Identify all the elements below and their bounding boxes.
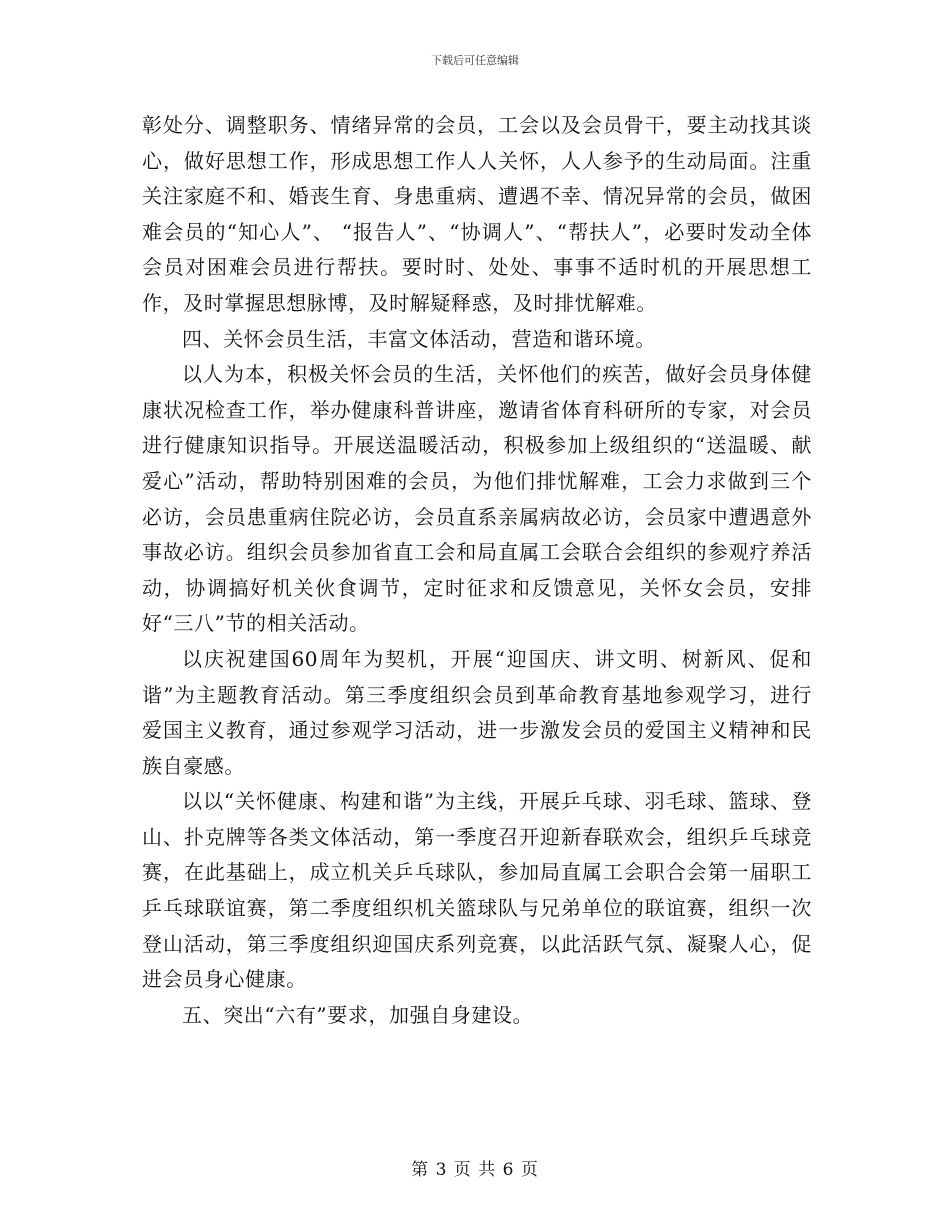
page-header: 下载后可任意编辑: [431, 54, 519, 67]
section-heading: 四、关怀会员生活，丰富文体活动，营造和谐环境。: [182, 326, 656, 351]
paragraph: 以以“关怀健康、构建和谐”为主线，开展乒乓球、羽毛球、篮球、登山、扑克牌等各类文体活动，第一季度召开迎新春联欢会，组织乒乓球竞赛，在此基础上，成立机关乒乓球队，参加局直属工会职合会第一届职工乒乓球联谊赛，第二季度组织机关篮球队与兄弟单位的联谊赛，组织一次登山活动，第三季度组织迎国庆系列竞赛，以此活跃气氛、凝聚人心，促进会员身心健康。: [142, 789, 812, 992]
document-body: [142, 108, 812, 1033]
page-number: 第 3 页 共 6 页: [411, 1160, 539, 1180]
section-heading: 五、突出“六有”要求，加强自身建设。: [182, 1002, 534, 1027]
paragraph: 以人为本，积极关怀会员的生活，关怀他们的疾苦，做好会员身体健康状况检查工作，举办健康科普讲座，邀请省体育科研所的专家，对会员进行健康知识指导。开展送温暖活动，积极参加上级组织的“送温暖、献爱心”活动，帮助特别困难的会员，为他们排忧解难，工会力求做到三个必访，会员患重病住院必访，会员直系亲属病故必访，会员家中遭遇意外事故必访。组织会员参加省直工会和局直属工会联合会组织的参观疗养活动，协调搞好机关伙食调节，定时征求和反馈意见，关怀女会员，安排好“三八”节的相关活动。: [142, 362, 812, 636]
paragraph: 彰处分、调整职务、情绪异常的会员，工会以及会员骨干，要主动找其谈心，做好思想工作，形成思想工作人人关怀，人人参予的生动局面。注重关注家庭不和、婚丧生育、身患重病、遭遇不幸、情况异常的会员，做困难会员的“知心人”、 “报告人”、“协调人”、“帮扶人”，必要时发动全体会员对困难会员进行帮扶。要时时、处处、事事不适时机的开展思想工作，及时掌握思想脉博，及时解疑释惑，及时排忧解难。: [142, 113, 812, 315]
paragraph: 以庆祝建国60周年为契机，开展“迎国庆、讲文明、树新风、促和谐”为主题教育活动。第三季度组织会员到革命教育基地参观学习，进行爱国主义教育，通过参观学习活动，进一步激发会员的爱国主义精神和民族自豪感。: [142, 646, 812, 778]
